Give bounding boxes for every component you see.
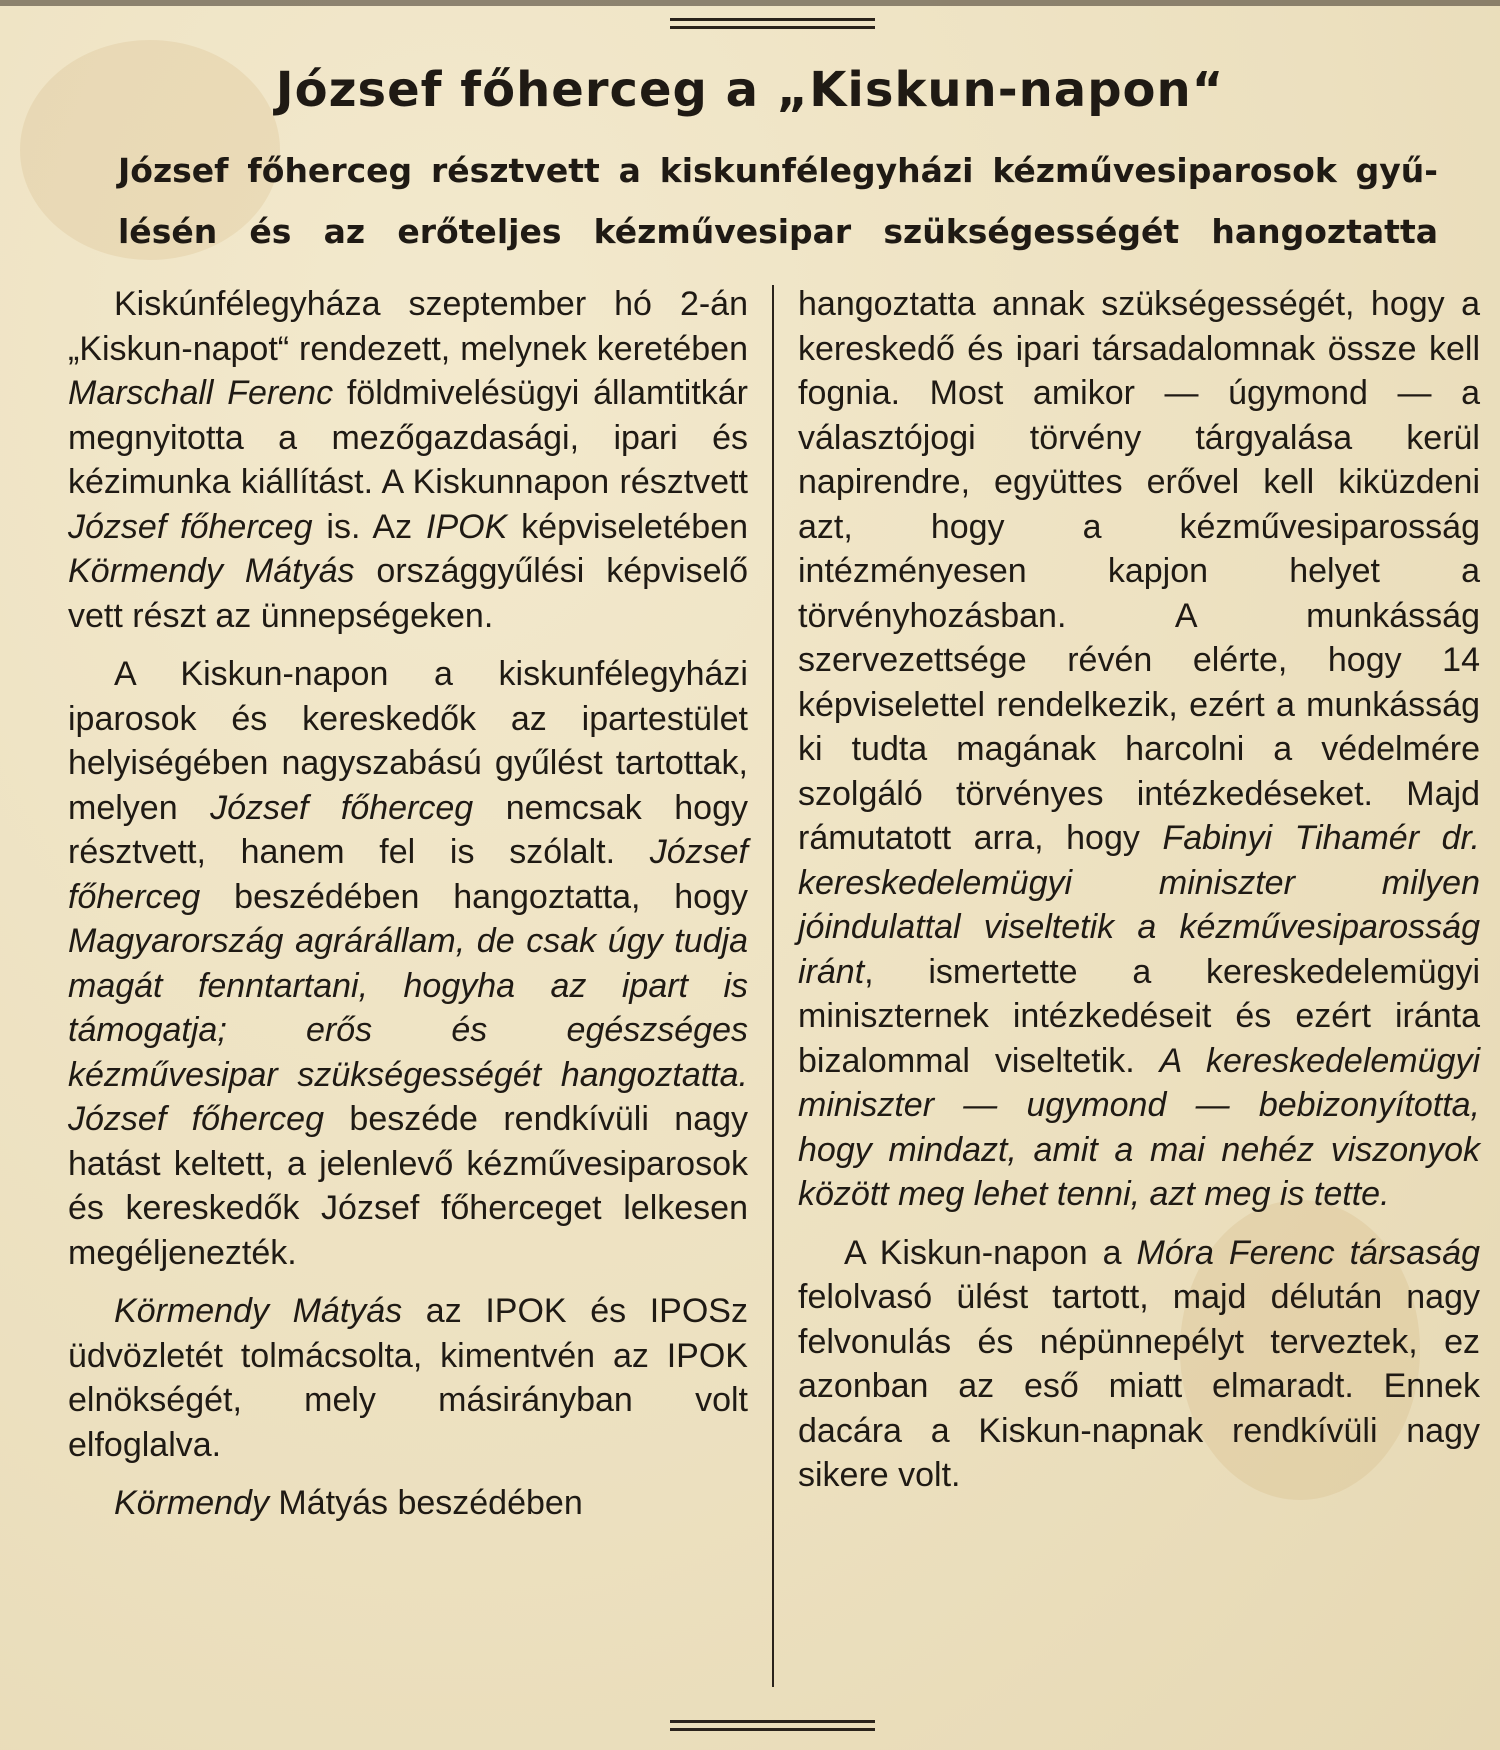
- italic-name-run: József főherceg: [68, 507, 313, 546]
- text-run: Mátyás beszédében: [268, 1484, 583, 1522]
- bottom-double-rule: [670, 1720, 875, 1736]
- text-run: földmivelésügyi államtitkár megnyitotta a mezőgazdasági, ipari és kézimunka kiállítást. A Kiskunnapon résztvett: [68, 374, 748, 501]
- text-run: beszédében hangoztatta, hogy: [200, 877, 748, 916]
- text-run: felolvasó ülést tartott, majd délután nagy felvonulás és népünnepélyt terveztek, ez azonban az eső miatt elmaradt. Ennek dacára a Kiskun-napnak rendkívüli nagy sikere volt.: [798, 1278, 1480, 1494]
- italic-name-run: Körmendy: [114, 1484, 269, 1522]
- italic-name-run: Fabinyi Tihamér dr. kereskedelemügyi miniszter milyen jóindulattal viseltetik a kézművesiparosság iránt: [798, 819, 1481, 991]
- text-run: hangoztatta annak szükségességét, hogy a kereskedő és ipari társadalomnak össze kell fognia. Most amikor — úgymond — a választójogi törvény tárgyalása kerül napirendre, együttes erővel kell kiküzdeni azt, hogy a kézművesiparosság intézményesen kapjon helyet a törvényhozásban. A munkásság szervezettsége révén elérte, hogy 14 képviselettel rendelkezik, ezért a munkásság ki tudta magának harcolni a védelmére szolgáló törvényes intézkedéseket. Majd rámutatott arra, hogy: [798, 285, 1480, 857]
- left-column: [68, 282, 748, 1526]
- text-run: beszéde rendkívüli nagy hatást keltett, a jelenlevő kézművesiparosok és kereskedők József főherceget lelkesen megéljenezték.: [68, 1100, 749, 1272]
- italic-name-run: A kereskedelemügyi miniszter — ugymond — bebizonyította, hogy mindazt, amit a mai nehéz viszonyok között meg lehet tenni, azt meg is tette.: [798, 1041, 1480, 1213]
- right-column: [798, 282, 1480, 1498]
- text-run: nemcsak hogy résztvett, hanem fel is szólalt.: [68, 788, 748, 871]
- article-headline: József főherceg a „Kiskun-napon“: [275, 62, 1225, 118]
- article-paragraph: [68, 282, 748, 638]
- article-paragraph: [798, 1231, 1480, 1498]
- italic-name-run: Magyarország agrárállam, de csak úgy tudja magát fenntartani, hogyha az ipart is támogatja; erős és egészséges kézművesipar szükségességét hangoztatta. József főherceg: [68, 922, 748, 1138]
- italic-name-run: József főherceg: [68, 833, 748, 916]
- text-run: az IPOK és IPOSz üdvözletét tolmácsolta, kimentvén az IPOK elnökségét, mely másirányban volt elfoglalva.: [68, 1292, 748, 1464]
- text-run: A Kiskun-napon a kiskunfélegyházi iparosok és kereskedők az ipartestület helyiségében nagyszabású gyűlést tartottak, melyen: [68, 655, 748, 827]
- italic-name-run: József főherceg: [210, 788, 474, 827]
- article-subheadline: József főherceg résztvett a kiskunfélegyházi kézművesiparosok gyű-lésén és az erőteljes kézművesipar szükségességét hangoztatta: [118, 151, 1438, 251]
- text-run: , ismertette a kereskedelemügyi miniszternek intézkedéseit és ezért iránta bizalommal viseltetik.: [798, 952, 1480, 1080]
- article-paragraph: [68, 652, 748, 1275]
- text-run: Kiskúnfélegyháza szeptember hó 2-án „Kiskun-napot“ rendezett, melynek keretében: [68, 285, 748, 368]
- italic-name-run: Körmendy Mátyás: [114, 1292, 403, 1330]
- text-run: képviseletében: [507, 507, 749, 546]
- italic-name-run: Móra Ferenc társaság: [1136, 1233, 1480, 1272]
- article-paragraph: [68, 1289, 748, 1467]
- continued-paragraph: [798, 282, 1480, 1217]
- text-run: országgyűlési képviselő vett részt az ünnepségeken.: [68, 552, 748, 635]
- top-double-rule: [670, 18, 875, 34]
- text-run: A Kiskun-napon a: [844, 1233, 1137, 1272]
- torn-top-edge: [0, 0, 1500, 6]
- article-paragraph: [68, 1481, 748, 1526]
- column-divider: [772, 285, 774, 1687]
- italic-name-run: IPOK: [426, 507, 508, 546]
- italic-name-run: Marschall Ferenc: [68, 374, 334, 412]
- italic-name-run: Körmendy Mátyás: [68, 552, 355, 590]
- text-run: is. Az: [312, 507, 427, 546]
